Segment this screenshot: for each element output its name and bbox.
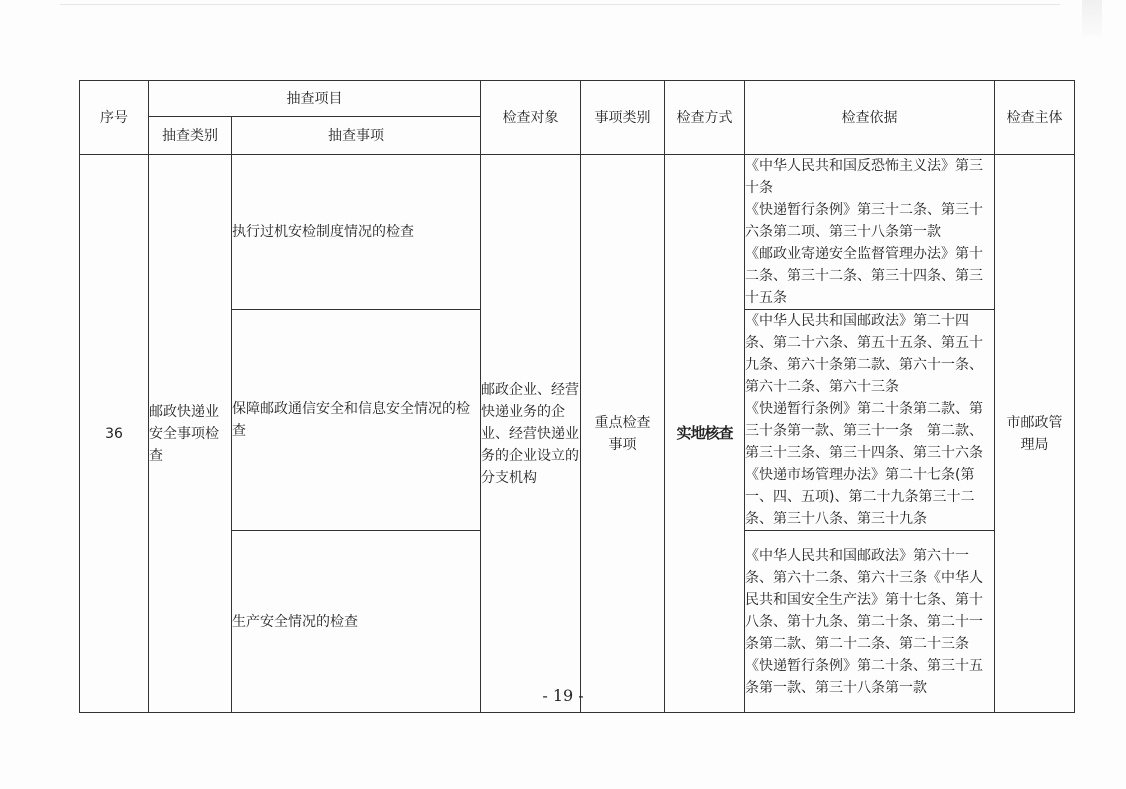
basis-line: 《快递市场管理办法》第二十七条(第一、四、五项)、第二十九条第三十二条、第三十八条、第三十九条 bbox=[745, 467, 975, 527]
header-method: 检查方式 bbox=[665, 81, 745, 155]
row-basis-1 bbox=[745, 155, 995, 310]
basis-line: 《快递暂行条例》第二十条、第三十五条第一款、第三十八条第一款 bbox=[745, 657, 983, 696]
basis-line: 《中华人民共和国邮政法》第二十四条、第二十六条、第五十五条、第五十九条、第六十条第二款、第六十一条、第六十二条、第六十三条 bbox=[745, 313, 983, 395]
basis-line: 《快递暂行条例》第二十条第二款、第三十条第一款、第三十一条 第二款、第三十三条、第三十四条、第三十六条 bbox=[745, 401, 983, 461]
row-seq: 36 bbox=[80, 155, 149, 713]
basis-line: 《邮政业寄递安全监督管理办法》第十二条、第三十二条、第三十四条、第三十五条 bbox=[745, 246, 983, 306]
row-category: 邮政快递业安全事项检查 bbox=[149, 155, 232, 713]
row-matter-3: 生产安全情况的检查 bbox=[232, 531, 481, 713]
row-method bbox=[665, 155, 745, 713]
page-number: - 19 - bbox=[542, 686, 584, 705]
inspection-table bbox=[79, 80, 1075, 713]
basis-line: 《中华人民共和国邮政法》第六十一条、第六十二条、第六十三条《中华人民共和国安全生产法》第十七条、第十八条、第十九条、第二十条、第二十一条第二款、第二十二条、第二十三条 bbox=[745, 547, 983, 652]
header-matter-type: 事项类别 bbox=[581, 81, 665, 155]
row-basis-2 bbox=[745, 310, 995, 531]
header-basis: 检查依据 bbox=[745, 81, 995, 155]
row-matter-1: 执行过机安检制度情况的检查 bbox=[232, 155, 481, 310]
row-method-text: 实地核查 bbox=[676, 424, 733, 442]
header-target: 检查对象 bbox=[481, 81, 581, 155]
row-matter-2: 保障邮政通信安全和信息安全情况的检查 bbox=[232, 310, 481, 531]
basis-line: 《快递暂行条例》第三十二条、第三十六条第二项、第三十八条第一款 bbox=[745, 202, 983, 240]
row-target: 邮政企业、经营快递业务的企业、经营快递业务的企业设立的分支机构 bbox=[481, 155, 581, 713]
header-spot-category: 抽查类别 bbox=[149, 117, 232, 155]
row-authority: 市邮政管理局 bbox=[995, 155, 1075, 713]
header-authority: 检查主体 bbox=[995, 81, 1075, 155]
scan-corner-mark bbox=[1082, 0, 1102, 36]
header-spot-items: 抽查项目 bbox=[149, 81, 481, 117]
scan-top-edge bbox=[60, 4, 1060, 5]
row-matter-type: 重点检查事项 bbox=[581, 155, 665, 713]
header-spot-matter: 抽查事项 bbox=[232, 117, 481, 155]
table-row bbox=[80, 155, 1075, 310]
header-seq: 序号 bbox=[80, 81, 149, 155]
basis-line: 《中华人民共和国反恐怖主义法》第三十条 bbox=[745, 158, 983, 196]
